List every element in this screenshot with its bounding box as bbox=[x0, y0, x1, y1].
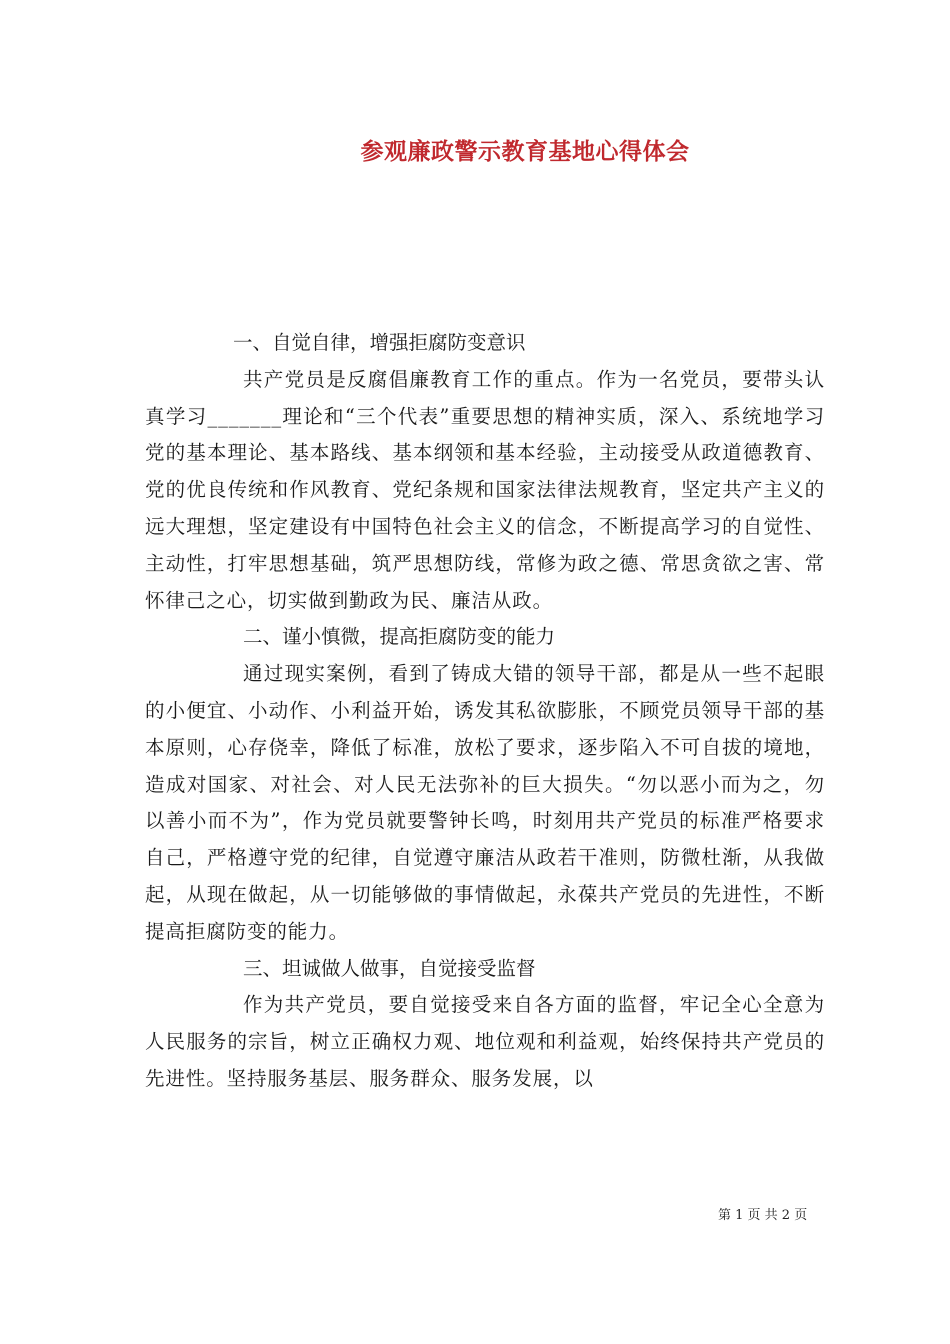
section-paragraph-3: 作为共产党员，要自觉接受来自各方面的监督，牢记全心全意为人民服务的宗旨，树立正确权力观、地位观和利益观，始终保持共产党员的先进性。坚持服务基层、服务群众、服务发展，以 bbox=[145, 993, 825, 1090]
section-heading-2: 二、谨小慎微，提高拒腐防变的能力 bbox=[243, 625, 556, 649]
section-heading-1: 一、自觉自律，增强拒腐防变意识 bbox=[233, 331, 526, 354]
page-footer: 第 1 页 共 2 页 bbox=[718, 1208, 808, 1223]
section-heading-3: 三、坦诚做人做事，自觉接受监督 bbox=[243, 956, 536, 980]
document-title: 参观廉政警示教育基地心得体会 bbox=[360, 138, 690, 165]
section-paragraph-1: 共产党员是反腐倡廉教育工作的重点。作为一名党员，要带头认真学习_______理论和“三个代表”重要思想的精神实质，深入、系统地学习党的基本理论、基本路线、基本纲领和基本经验，主动接受从政道德教育、党的优良传统和作风教育、党纪条规和国家法律法规教育，坚定共产主义的远大理想，坚定建设有中国特色社会主义的信念，不断提高学习的自觉性、主动性，打牢思想基础，筑严思想防线，常修为政之德、常思贪欲之害、常怀律己之心，切实做到勤政为民、廉洁从政。 bbox=[145, 367, 825, 612]
document-body bbox=[145, 325, 825, 1098]
section-paragraph-2: 通过现实案例，看到了铸成大错的领导干部，都是从一些不起眼的小便宜、小动作、小利益开始，诱发其私欲膨胀，不顾党员领导干部的基本原则，心存侥幸，降低了标准，放松了要求，逐步陷入不可自拔的境地，造成对国家、对社会、对人民无法弥补的巨大损失。“勿以恶小而为之，勿以善小而不为”，作为党员就要警钟长鸣，时刻用共产党员的标准严格要求自己，严格遵守党的纪律，自觉遵守廉洁从政若干准则，防微杜渐，从我做起，从现在做起，从一切能够做的事情做起，永葆共产党员的先进性，不断提高拒腐防变的能力。 bbox=[145, 662, 825, 943]
